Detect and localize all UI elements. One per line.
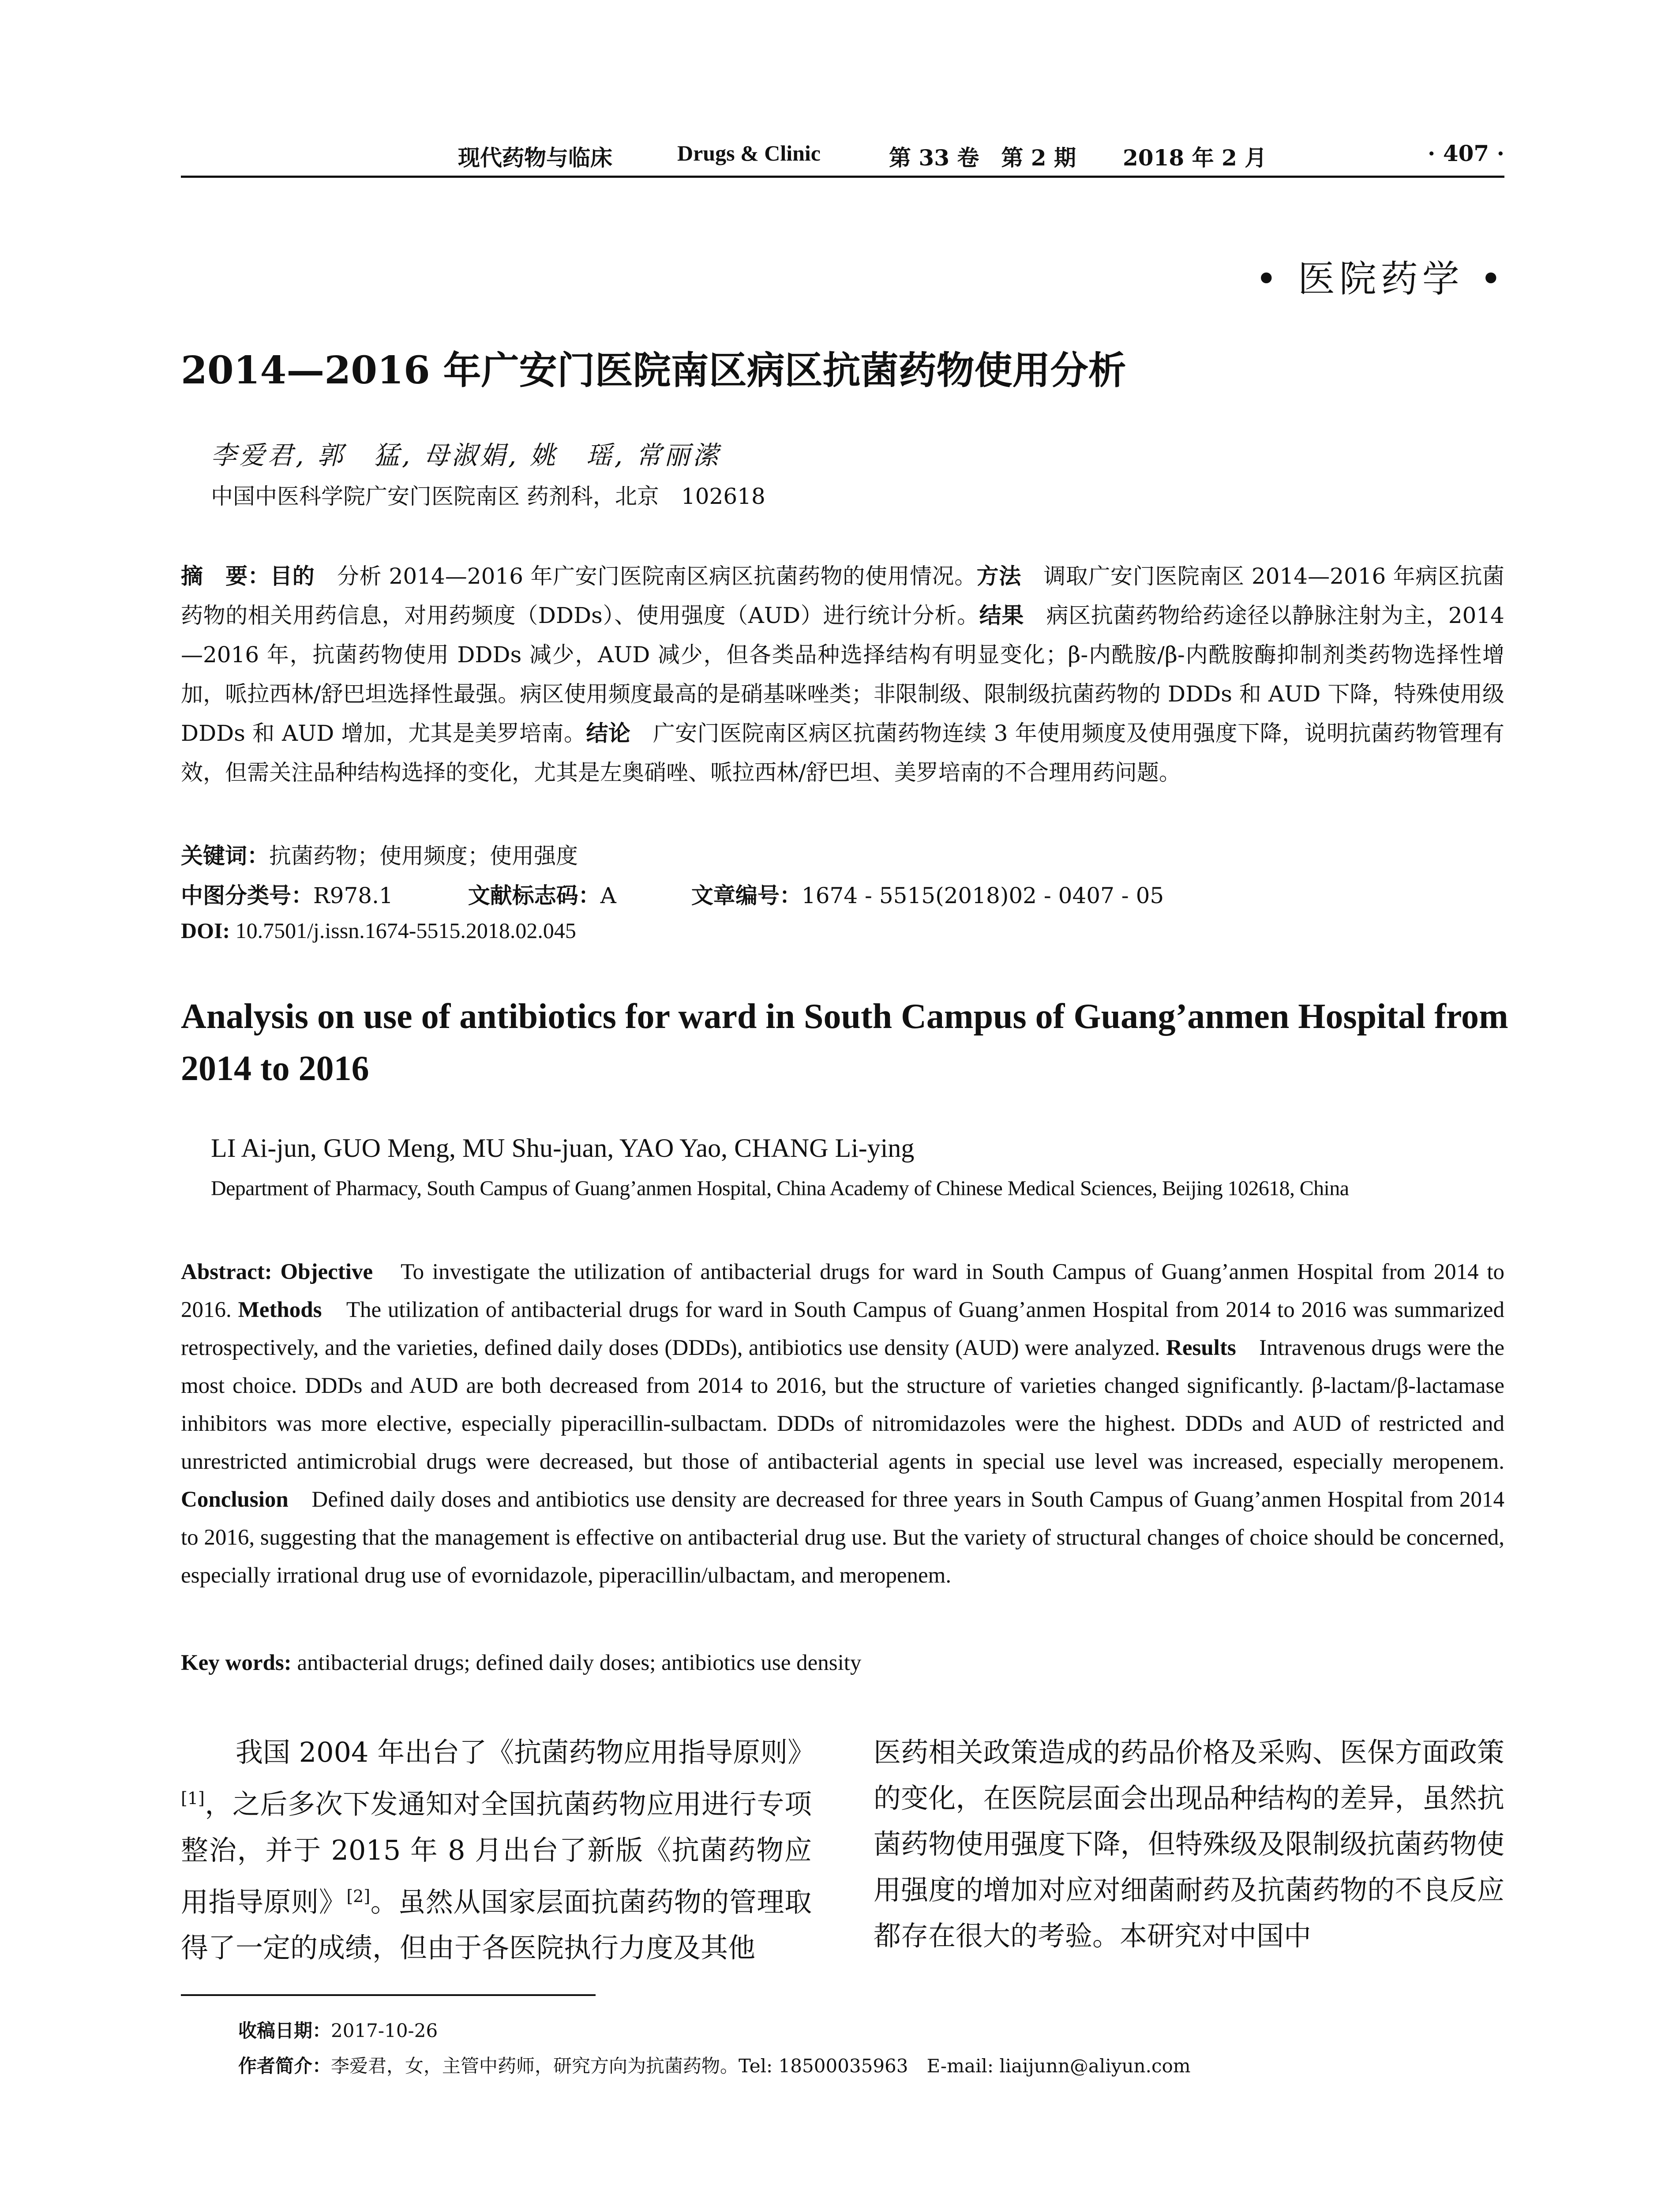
title-en: Analysis on use of antibiotics for ward in South Campus of Guang’anmen Hospital from 2014 to 2016: [181, 997, 1508, 1088]
volume-issue: 第 33 卷 第 2 期: [889, 145, 1076, 171]
classification-line: [181, 878, 1164, 910]
keywords-en-value: antibacterial drugs; defined daily doses; antibiotics use density: [291, 1651, 862, 1675]
doi-label: DOI:: [181, 918, 230, 943]
keywords-zh-label: 关键词：: [181, 843, 269, 869]
clc-value: R978.1: [313, 883, 393, 908]
journal-name-zh: 现代药物与临床: [458, 145, 612, 171]
article-no-value: 1674 - 5515(2018)02 - 0407 - 05: [801, 883, 1164, 908]
header-rule: [181, 176, 1504, 178]
results-en: Intravenous drugs were the most choice. DDDs and AUD are both decreased from 2014 to 2016, but the structure of varieties changed significantly. β-lactam/β-lactamase inhibitors was more elective, especially piperacillin-sulbactam. DDDs of nitromidazoles were the highest. DDDs and AUD of restricted and unrestricted antimicrobial drugs were decreased, but those of antibacterial agents in special use level was increased, especially meropenem.: [181, 1336, 1504, 1474]
methods-zh: 调取广安门医院南区 2014—2016 年病区抗菌药物的相关用药信息，对用药频度（DDDs）、使用强度（AUD）进行统计分析。: [181, 563, 1505, 628]
keywords-en: [181, 1650, 861, 1676]
results-zh: 病区抗菌药物给药途径以静脉注射为主，2014—2016 年，抗菌药物使用 DDDs 减少，AUD 减少，但各类品种选择结构有明显变化；β-内酰胺/β-内酰胺酶抑制剂类药物选择性增加，哌拉西林/舒巴坦选择性最强。病区使用频度最高的是硝基咪唑类；非限制级、限制级抗菌药物的 DDDs 和 AUD 下降，特殊使用级 DDDs 和 AUD 增加，尤其是美罗培南。: [181, 603, 1504, 746]
methods-en-label: Methods: [238, 1298, 322, 1322]
footnote-rule: [181, 1994, 596, 1996]
body-left-part-a: 我国 2004 年出台了《抗菌药物应用指导原则》: [236, 1736, 815, 1768]
abstract-zh-label: 摘 要：: [181, 563, 270, 589]
keywords-zh-value: 抗菌药物；使用频度；使用强度: [269, 843, 578, 869]
conclusion-zh: 广安门医院南区病区抗菌药物连续 3 年使用频度及使用强度下降，说明抗菌药物管理有效，但需关注品种结构选择的变化，尤其是左奥硝唑、哌拉西林/舒巴坦、美罗培南的不合理用药问题。: [181, 720, 1504, 785]
methods-zh-label: 方法: [976, 563, 1021, 589]
doi-line: [181, 918, 576, 943]
doc-code-value: A: [600, 883, 616, 908]
section-label: • 医院药学 •: [1255, 257, 1506, 300]
abstract-en: [181, 1253, 1504, 1594]
running-header: [181, 140, 1504, 180]
authors-en: LI Ai-jun, GUO Meng, MU Shu-juan, YAO Yao, CHANG Li-ying: [211, 1133, 915, 1163]
doi-value: 10.7501/j.issn.1674-5515.2018.02.045: [230, 918, 576, 943]
abstract-zh: [181, 557, 1504, 792]
title-zh: 2014—2016 年广安门医院南区病区抗菌药物使用分析: [181, 348, 1126, 393]
conclusion-zh-label: 结论: [586, 720, 631, 746]
abstract-en-label: Abstract: Objective: [181, 1260, 373, 1284]
clc-label: 中图分类号：: [181, 883, 313, 908]
objective-zh: 分析 2014—2016 年广安门医院南区病区抗菌药物的使用情况。: [315, 563, 977, 589]
authors-zh: 李爱君, 郭 猛, 母淑娟, 姚 瑶, 常丽潆: [211, 440, 721, 470]
citation-2[interactable]: [2]: [346, 1886, 371, 1906]
conclusion-en: Defined daily doses and antibiotics use density are decreased for three years in South Campus of Guang’anmen Hospital from 2014 to 2016, suggesting that the management is effective on antibacterial drug use. But the variety of structural changes of choice should be concerned, especially irrational drug use of evornidazole, piperacillin/ulbactam, and meropenem.: [181, 1487, 1505, 1588]
objective-en: To investigate the utilization of antibacterial drugs for ward in South Campus of Guang’anmen Hospital from 2014 to 2016.: [181, 1260, 1504, 1322]
body-left-part-c: 。虽然从国家层面抗菌药物的管理取得了一定的成绩，但由于各医院执行力度及其他: [181, 1886, 812, 1964]
journal-name-en: Drugs & Clinic: [677, 141, 821, 165]
citation-1[interactable]: [1]: [181, 1789, 205, 1808]
affiliation-zh: 中国中医科学院广安门医院南区 药剂科，北京 102618: [211, 484, 765, 509]
article-no-label: 文章编号：: [691, 883, 802, 908]
body-column-left: [181, 1730, 815, 1971]
received-date: [238, 2016, 438, 2043]
keywords-en-label: Key words:: [181, 1651, 292, 1675]
received-value: 2017-10-26: [331, 2020, 438, 2041]
author-bio-label: 作者简介：: [238, 2055, 331, 2077]
issue-date: 2018 年 2 月: [1123, 145, 1267, 171]
page-number: · 407 ·: [1428, 140, 1504, 166]
results-en-label: Results: [1166, 1336, 1236, 1360]
doc-code-label: 文献标志码：: [468, 883, 600, 908]
results-zh-label: 结果: [979, 603, 1024, 628]
body-column-right: 医药相关政策造成的药品价格及采购、医保方面政策的变化，在医院层面会出现品种结构的差异，虽然抗菌药物使用强度下降，但特殊级及限制级抗菌药物使用强度的增加对应对细菌耐药及抗菌药物的不良反应都存在很大的考验。本研究对中国中: [874, 1736, 1504, 1952]
keywords-zh: [181, 838, 578, 870]
affiliation-en: Department of Pharmacy, South Campus of Guang’anmen Hospital, China Academy of Chinese Medical Sciences, Beijing 102618, China: [211, 1177, 1349, 1200]
body-left-part-b: ，之后多次下发通知对全国抗菌药物应用进行专项整治，并于 2015 年 8 月出台了新版《抗菌药物应用指导原则》: [181, 1788, 812, 1918]
author-bio-value: 李爱君，女，主管中药师，研究方向为抗菌药物。Tel: 18500035963 E-mail: liaijunn@aliyun.com: [331, 2055, 1191, 2077]
conclusion-en-label: Conclusion: [181, 1487, 289, 1512]
objective-zh-label: 目的: [270, 563, 315, 589]
author-bio: [238, 2052, 1191, 2078]
methods-en: The utilization of antibacterial drugs for ward in South Campus of Guang’anmen Hospital from 2014 to 2016 was summarized retrospectively, and the varieties, defined daily doses (DDDs), antibiotics use density (AUD) were analyzed.: [181, 1298, 1505, 1360]
received-label: 收稿日期：: [238, 2020, 331, 2041]
